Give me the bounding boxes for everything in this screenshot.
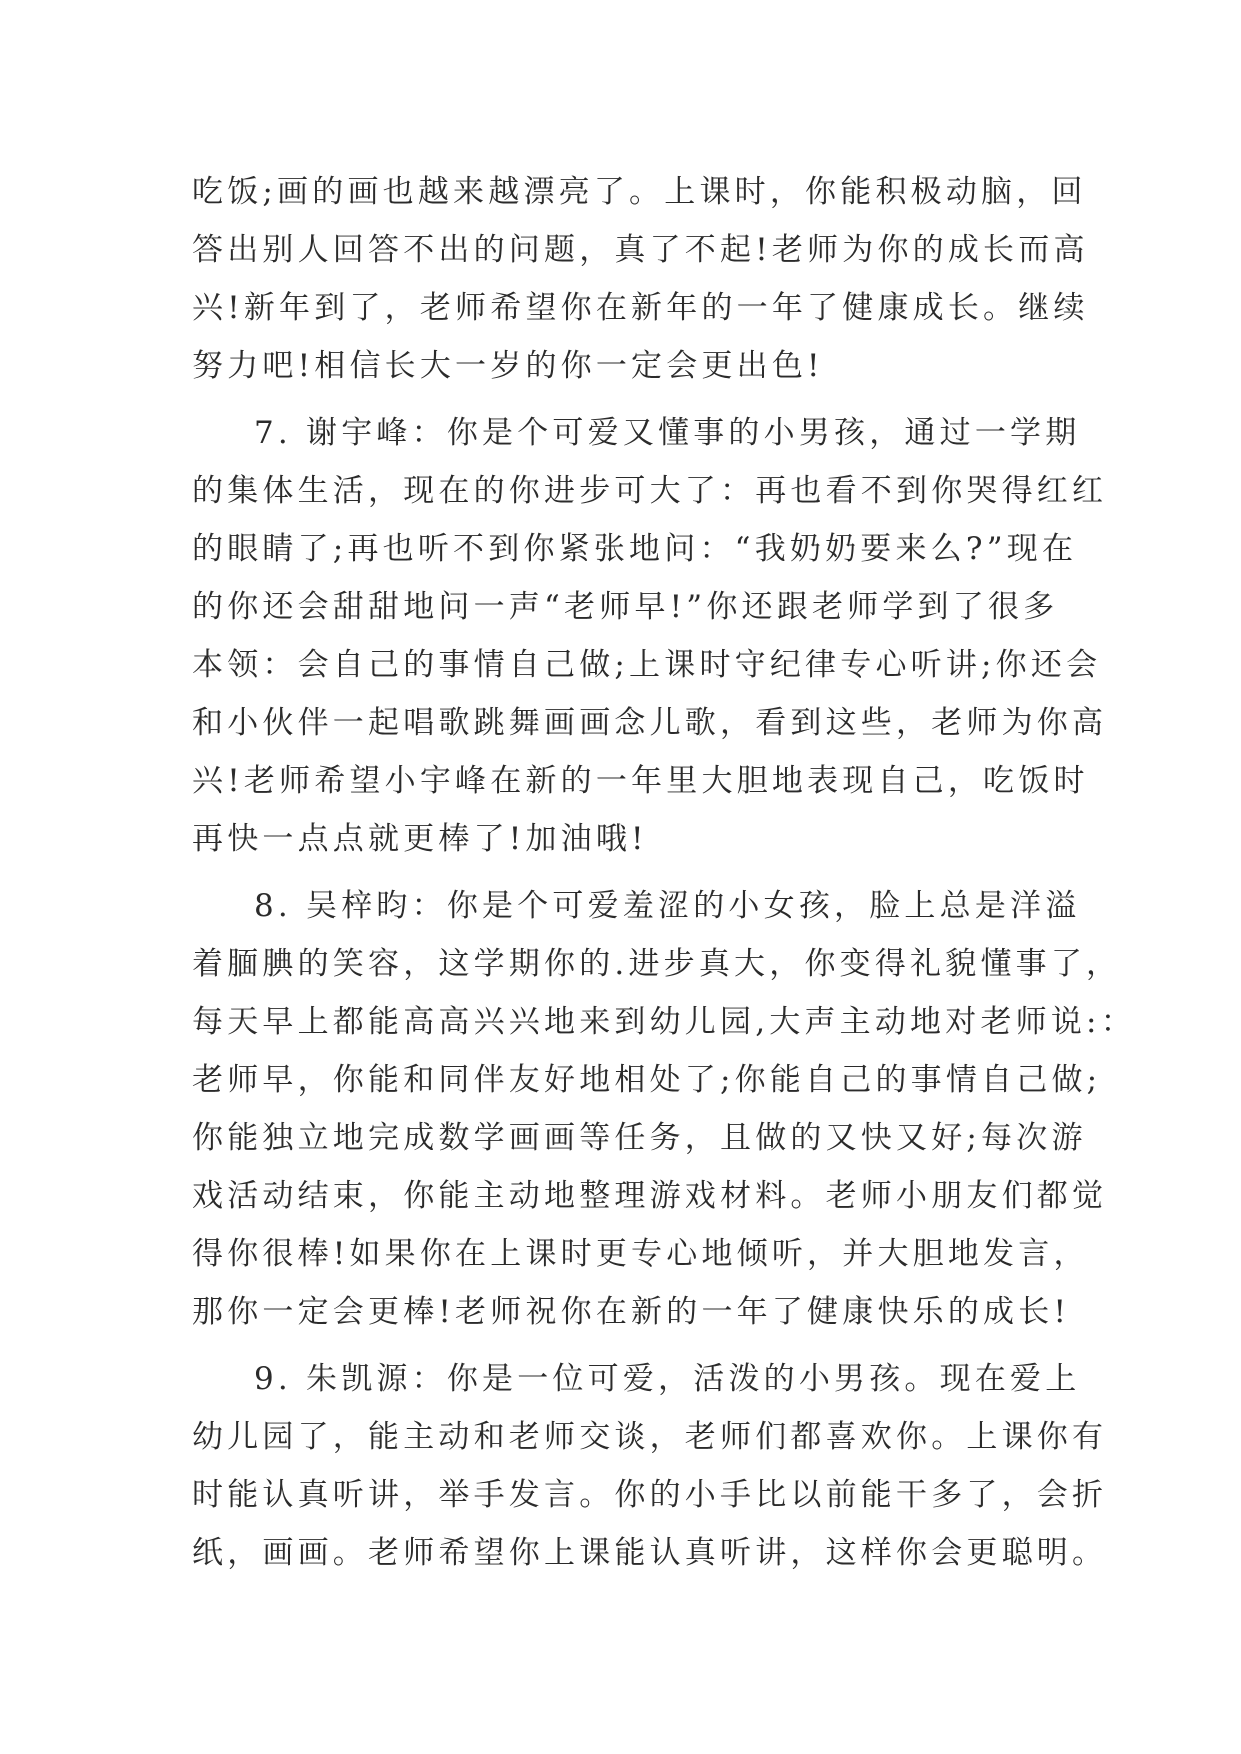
text-line: 纸，画画。老师希望你上课能认真听讲，这样你会更聪明。 [192,1535,1108,1571]
text-line: 你能独立地完成数学画画等任务，且做的又快又好;每次游 [192,1120,1087,1156]
text-line: 每天早上都能高高兴兴地来到幼儿园,大声主动地对老师说:： [192,1004,1136,1040]
text-line: 戏活动结束，你能主动地整理游戏材料。老师小朋友们都觉 [192,1178,1108,1214]
text-line: 幼儿园了，能主动和老师交谈，老师们都喜欢你。上课你有 [192,1419,1108,1455]
text-line: 着腼腆的笑容，这学期你的.进步真大，你变得礼貌懂事了， [192,946,1122,982]
text-line: 兴!老师希望小宇峰在新的一年里大胆地表现自己，吃饭时 [192,763,1089,799]
text-line: 努力吧!相信长大一岁的你一定会更出色! [192,348,824,384]
paragraph-item-9 [192,1350,1108,1582]
document-body [192,163,1136,1582]
text-line: 的集体生活，现在的你进步可大了：再也看不到你哭得红红 [192,473,1108,509]
text-line: 吃饭;画的画也越来越漂亮了。上课时，你能积极动脑，回 [192,174,1087,210]
text-line: 8. 吴梓昀：你是个可爱羞涩的小女孩，脸上总是洋溢 [254,888,1081,924]
text-line: 兴!新年到了，老师希望你在新年的一年了健康成长。继续 [192,290,1089,326]
paragraph-item-8 [192,877,1136,1341]
text-line: 9. 朱凯源：你是一位可爱，活泼的小男孩。现在爱上 [254,1361,1081,1397]
text-line: 老师早，你能和同伴友好地相处了;你能自己的事情自己做; [192,1062,1102,1098]
text-line: 的眼睛了;再也听不到你紧张地问：“我奶奶要来么?”现在 [192,531,1078,567]
paragraph-spacer [192,1341,1072,1350]
paragraph-continuation [192,163,1089,395]
text-line: 答出别人回答不出的问题，真了不起!老师为你的成长而高 [192,232,1089,268]
paragraph-item-7 [192,404,1108,868]
text-line: 本领：会自己的事情自己做;上课时守纪律专心听讲;你还会 [192,647,1102,683]
text-line: 再快一点点就更棒了!加油哦! [192,821,648,857]
text-line: 7. 谢宇峰：你是个可爱又懂事的小男孩，通过一学期 [254,415,1081,451]
paragraph-spacer [192,868,1072,877]
text-line: 的你还会甜甜地问一声“老师早!”你还跟老师学到了很多 [192,589,1059,625]
text-line: 得你很棒!如果你在上课时更专心地倾听，并大胆地发言， [192,1236,1089,1272]
text-line: 时能认真听讲，举手发言。你的小手比以前能干多了，会折 [192,1477,1108,1513]
text-line: 那你一定会更棒!老师祝你在新的一年了健康快乐的成长! [192,1294,1071,1330]
paragraph-spacer [192,395,1072,404]
text-line: 和小伙伴一起唱歌跳舞画画念儿歌，看到这些，老师为你高 [192,705,1108,741]
